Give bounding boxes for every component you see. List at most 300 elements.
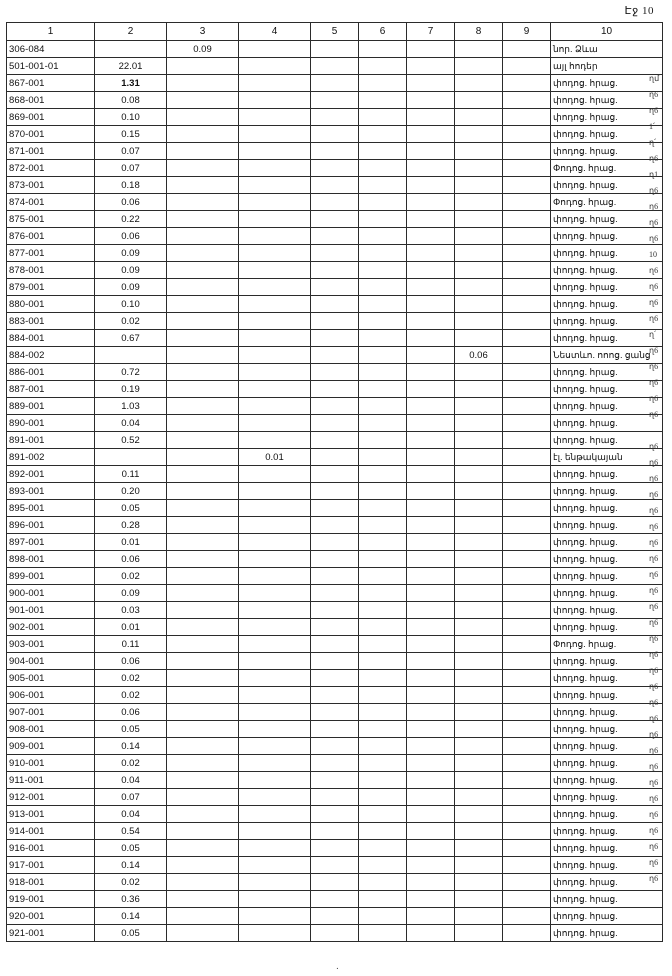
cell-col6 (359, 840, 407, 857)
cell-col4 (239, 500, 311, 517)
cell-description: այլ հոդեր (551, 58, 663, 75)
column-header-3: 3 (167, 23, 239, 41)
margin-note: 10 (649, 250, 657, 259)
cell-description: փոդոց. հրաց. (551, 483, 663, 500)
cell-code: 893-001 (7, 483, 95, 500)
table-row (7, 415, 663, 432)
cell-col6 (359, 296, 407, 313)
cell-col7 (407, 228, 455, 245)
cell-col7 (407, 891, 455, 908)
cell-col4 (239, 840, 311, 857)
cell-col2: 0.05 (95, 840, 167, 857)
cell-col5 (311, 466, 359, 483)
cell-code: 897-001 (7, 534, 95, 551)
cell-code: 872-001 (7, 160, 95, 177)
cell-col8 (455, 313, 503, 330)
cell-col8 (455, 126, 503, 143)
cell-col4 (239, 194, 311, 211)
cell-col2: 0.72 (95, 364, 167, 381)
margin-note: ղ6 (649, 410, 659, 419)
cell-col3 (167, 840, 239, 857)
cell-col5 (311, 670, 359, 687)
cell-col7 (407, 347, 455, 364)
margin-note: ղ6 (649, 234, 659, 243)
cell-col8 (455, 585, 503, 602)
cell-description: փոդոց. հրաց. (551, 517, 663, 534)
cell-col8 (455, 891, 503, 908)
cell-code: 906-001 (7, 687, 95, 704)
cell-col6 (359, 653, 407, 670)
cell-col9 (503, 194, 551, 211)
cell-description: փոդոց. հրաց. (551, 466, 663, 483)
cell-col2: 0.06 (95, 551, 167, 568)
margin-note: ղ6 (649, 106, 659, 115)
cell-col2: 0.14 (95, 857, 167, 874)
margin-note: ղ6 (649, 378, 659, 387)
cell-col7 (407, 381, 455, 398)
cell-code: 891-002 (7, 449, 95, 466)
cell-col3 (167, 75, 239, 92)
cell-col9 (503, 228, 551, 245)
cell-col2 (95, 347, 167, 364)
margin-note: ղ6 (649, 858, 659, 867)
cell-col3 (167, 721, 239, 738)
cell-col6 (359, 772, 407, 789)
cell-col4 (239, 755, 311, 772)
cell-col4 (239, 670, 311, 687)
cell-col7 (407, 364, 455, 381)
cell-col7 (407, 211, 455, 228)
cell-col4 (239, 806, 311, 823)
cell-col3 (167, 245, 239, 262)
cell-col8 (455, 687, 503, 704)
cell-col2: 0.14 (95, 738, 167, 755)
cell-col5 (311, 857, 359, 874)
cell-description: նոր. Ձևա (551, 41, 663, 58)
cell-col5 (311, 738, 359, 755)
cell-col8 (455, 109, 503, 126)
cell-col4 (239, 126, 311, 143)
cell-col2: 0.05 (95, 500, 167, 517)
cell-code: 876-001 (7, 228, 95, 245)
cell-col9 (503, 738, 551, 755)
cell-code: 920-001 (7, 908, 95, 925)
cell-col4 (239, 296, 311, 313)
margin-annotations (648, 22, 672, 887)
cell-col7 (407, 619, 455, 636)
cell-col2: 0.01 (95, 619, 167, 636)
cell-col8 (455, 602, 503, 619)
cell-col6 (359, 398, 407, 415)
cell-col6 (359, 500, 407, 517)
cell-col5 (311, 75, 359, 92)
cell-col6 (359, 432, 407, 449)
table-header-row (7, 23, 663, 41)
cell-col6 (359, 194, 407, 211)
cell-col7 (407, 466, 455, 483)
cell-col2: 0.09 (95, 262, 167, 279)
table-row (7, 585, 663, 602)
cell-col4 (239, 687, 311, 704)
cell-col4 (239, 891, 311, 908)
cell-description: Փոդոց. հրաց. (551, 194, 663, 211)
cell-col4 (239, 262, 311, 279)
table-row (7, 194, 663, 211)
table-row (7, 279, 663, 296)
cell-col2: 0.18 (95, 177, 167, 194)
cell-col2: 0.15 (95, 126, 167, 143)
cell-col9 (503, 670, 551, 687)
cell-description: փոդոց. հրաց. (551, 432, 663, 449)
cell-col6 (359, 41, 407, 58)
cell-description: Փոդոց. հրաց. (551, 636, 663, 653)
cell-col8 (455, 925, 503, 942)
cell-code: 903-001 (7, 636, 95, 653)
cell-col6 (359, 177, 407, 194)
cell-col9 (503, 500, 551, 517)
table-row (7, 75, 663, 92)
cell-col2: 0.11 (95, 466, 167, 483)
cell-col4 (239, 211, 311, 228)
cell-col9 (503, 925, 551, 942)
cell-col4 (239, 585, 311, 602)
cell-col2: 0.20 (95, 483, 167, 500)
cell-col7 (407, 517, 455, 534)
cell-col6 (359, 330, 407, 347)
table-row (7, 755, 663, 772)
table-row (7, 551, 663, 568)
cell-description: փոդոց. հրաց. (551, 891, 663, 908)
cell-col9 (503, 398, 551, 415)
cell-col5 (311, 160, 359, 177)
cell-col3 (167, 857, 239, 874)
cell-col7 (407, 398, 455, 415)
cell-col8 (455, 415, 503, 432)
cell-col8 (455, 75, 503, 92)
table-row (7, 874, 663, 891)
cell-description: փոդոց. հրաց. (551, 874, 663, 891)
margin-note (648, 423, 672, 439)
table-row (7, 41, 663, 58)
cell-code: 868-001 (7, 92, 95, 109)
cell-col7 (407, 806, 455, 823)
table-row (7, 721, 663, 738)
cell-description: փոդոց. հրաց. (551, 568, 663, 585)
cell-col7 (407, 58, 455, 75)
cell-code: 891-001 (7, 432, 95, 449)
cell-code: 898-001 (7, 551, 95, 568)
cell-col8 (455, 738, 503, 755)
cell-col4 (239, 143, 311, 160)
cell-col7 (407, 721, 455, 738)
cell-col4 (239, 398, 311, 415)
cell-col7 (407, 41, 455, 58)
cell-col8 (455, 483, 503, 500)
cell-col9 (503, 772, 551, 789)
cell-code: 911-001 (7, 772, 95, 789)
cell-col3 (167, 636, 239, 653)
cell-col4 (239, 772, 311, 789)
cell-col2: 0.09 (95, 245, 167, 262)
cell-col4 (239, 313, 311, 330)
cell-col8 (455, 194, 503, 211)
cell-col5 (311, 517, 359, 534)
margin-note: ղ6 (649, 682, 659, 691)
cell-description: փոդոց. հրաց. (551, 279, 663, 296)
cell-col5 (311, 772, 359, 789)
cell-description: փոդոց. հրաց. (551, 126, 663, 143)
cell-col4 (239, 109, 311, 126)
cell-col9 (503, 75, 551, 92)
cell-col2: 0.67 (95, 330, 167, 347)
cell-description: փոդոց. հրաց. (551, 721, 663, 738)
margin-note: ղ6 (649, 522, 659, 531)
cell-col9 (503, 551, 551, 568)
cell-col5 (311, 126, 359, 143)
cell-description: փոդոց. հրաց. (551, 755, 663, 772)
cell-col6 (359, 534, 407, 551)
cell-col4 (239, 330, 311, 347)
cell-col8 (455, 568, 503, 585)
cell-col4 (239, 432, 311, 449)
cell-col6 (359, 449, 407, 466)
cell-col4 (239, 602, 311, 619)
cell-code: 869-001 (7, 109, 95, 126)
cell-col8 (455, 636, 503, 653)
cell-col9 (503, 279, 551, 296)
cell-col5 (311, 840, 359, 857)
cell-col8 (455, 840, 503, 857)
cell-description: փոդոց. հրաց. (551, 143, 663, 160)
cell-col4 (239, 874, 311, 891)
table-row (7, 789, 663, 806)
cell-col2: 0.09 (95, 585, 167, 602)
table-row (7, 58, 663, 75)
cell-col8 (455, 772, 503, 789)
cell-col8 (455, 296, 503, 313)
cell-col8 (455, 177, 503, 194)
cell-col8 (455, 619, 503, 636)
cell-col4 (239, 41, 311, 58)
cell-col6 (359, 619, 407, 636)
cell-col5 (311, 245, 359, 262)
cell-code: 909-001 (7, 738, 95, 755)
cell-col9 (503, 211, 551, 228)
cell-col8 (455, 874, 503, 891)
cell-col2: 0.22 (95, 211, 167, 228)
cell-col6 (359, 517, 407, 534)
table-row (7, 160, 663, 177)
cell-description: փոդոց. հրաց. (551, 313, 663, 330)
cell-col3 (167, 194, 239, 211)
cell-col7 (407, 143, 455, 160)
table-row (7, 500, 663, 517)
margin-note: ղ6 (649, 586, 659, 595)
cell-col4 (239, 738, 311, 755)
cell-col9 (503, 585, 551, 602)
cell-col3 (167, 92, 239, 109)
table-row (7, 857, 663, 874)
cell-col7 (407, 126, 455, 143)
cell-col8 (455, 58, 503, 75)
cell-code: 896-001 (7, 517, 95, 534)
cell-col4 (239, 568, 311, 585)
margin-note: ղ՛ (649, 138, 656, 147)
cell-code: 902-001 (7, 619, 95, 636)
cell-col2 (95, 449, 167, 466)
cell-col4 (239, 381, 311, 398)
cell-col7 (407, 432, 455, 449)
cell-col5 (311, 619, 359, 636)
cell-col5 (311, 211, 359, 228)
cell-col3 (167, 585, 239, 602)
cell-col9 (503, 755, 551, 772)
margin-note: ղ6 (649, 826, 659, 835)
cell-description: Փոդոց. հրաց. (551, 160, 663, 177)
cell-col8 (455, 228, 503, 245)
cell-description: փոդոց. հրաց. (551, 364, 663, 381)
cell-col5 (311, 551, 359, 568)
cell-col5 (311, 483, 359, 500)
cell-col6 (359, 415, 407, 432)
cell-col9 (503, 823, 551, 840)
cell-col5 (311, 330, 359, 347)
cell-col5 (311, 721, 359, 738)
cell-col4 (239, 789, 311, 806)
cell-col8 (455, 364, 503, 381)
cell-col4 (239, 823, 311, 840)
cell-col7 (407, 313, 455, 330)
table-row (7, 262, 663, 279)
cell-col8: 0.06 (455, 347, 503, 364)
cell-col5 (311, 534, 359, 551)
cell-description: Նեստևո. ոոոց. ցանց (551, 347, 663, 364)
cell-code: 867-001 (7, 75, 95, 92)
cell-col7 (407, 755, 455, 772)
cell-col7 (407, 449, 455, 466)
cell-code: 887-001 (7, 381, 95, 398)
cell-col3 (167, 874, 239, 891)
cell-col8 (455, 857, 503, 874)
cell-col4 (239, 857, 311, 874)
cell-col8 (455, 755, 503, 772)
cell-col9 (503, 534, 551, 551)
cell-col8 (455, 92, 503, 109)
cell-col7 (407, 653, 455, 670)
cell-col7 (407, 789, 455, 806)
cell-col5 (311, 891, 359, 908)
cell-col3 (167, 177, 239, 194)
cell-code: 917-001 (7, 857, 95, 874)
cell-col3 (167, 347, 239, 364)
cell-col5 (311, 653, 359, 670)
cell-col6 (359, 551, 407, 568)
cell-col6 (359, 279, 407, 296)
cell-col2: 0.02 (95, 568, 167, 585)
margin-note: ղ6 (649, 442, 659, 451)
margin-note: ղ6 (649, 474, 659, 483)
cell-col4 (239, 704, 311, 721)
cell-description: փոդոց. հրաց. (551, 330, 663, 347)
cell-col3 (167, 313, 239, 330)
cell-col3 (167, 568, 239, 585)
cell-code: 884-001 (7, 330, 95, 347)
cell-col6 (359, 75, 407, 92)
cell-col2: 22.01 (95, 58, 167, 75)
margin-note: ղ6 (649, 730, 659, 739)
cell-col6 (359, 381, 407, 398)
cell-code: 306-084 (7, 41, 95, 58)
cell-col2: 0.02 (95, 755, 167, 772)
cell-col9 (503, 687, 551, 704)
cell-col5 (311, 381, 359, 398)
cell-description: փոդոց. հրաց. (551, 823, 663, 840)
cell-description: փոդոց. հրաց. (551, 585, 663, 602)
table-row (7, 228, 663, 245)
cell-col5 (311, 194, 359, 211)
margin-note (648, 39, 672, 55)
cell-col7 (407, 823, 455, 840)
cell-description: փոդոց. հրաց. (551, 602, 663, 619)
cell-description: փոդոց. հրաց. (551, 806, 663, 823)
column-header-4: 4 (239, 23, 311, 41)
cell-col4 (239, 160, 311, 177)
cell-col5 (311, 228, 359, 245)
cell-col2: 0.07 (95, 160, 167, 177)
cell-code: 890-001 (7, 415, 95, 432)
cell-col5 (311, 874, 359, 891)
cell-col8 (455, 517, 503, 534)
table-row (7, 381, 663, 398)
cell-code: 871-001 (7, 143, 95, 160)
cell-code: 879-001 (7, 279, 95, 296)
cell-code: 905-001 (7, 670, 95, 687)
cell-col8 (455, 466, 503, 483)
margin-note: ղ6 (649, 778, 659, 787)
cell-col5 (311, 364, 359, 381)
cell-col3 (167, 534, 239, 551)
cell-col5 (311, 347, 359, 364)
margin-note: ղ6 (649, 186, 659, 195)
cell-col3 (167, 364, 239, 381)
margin-note: ղ6 (649, 762, 659, 771)
cell-col5 (311, 789, 359, 806)
cell-code: 912-001 (7, 789, 95, 806)
table-row (7, 840, 663, 857)
cell-col9 (503, 415, 551, 432)
cell-col2: 0.02 (95, 670, 167, 687)
cell-code: 895-001 (7, 500, 95, 517)
cell-col7 (407, 568, 455, 585)
cell-col8 (455, 330, 503, 347)
cell-col4 (239, 619, 311, 636)
cell-col6 (359, 143, 407, 160)
margin-note: 1՛ (649, 122, 655, 131)
cell-col9 (503, 857, 551, 874)
cell-code: 901-001 (7, 602, 95, 619)
cell-description: փոդոց. հրաց. (551, 925, 663, 942)
cell-col8 (455, 279, 503, 296)
cell-description: փոդոց. հրաց. (551, 228, 663, 245)
cell-col7 (407, 296, 455, 313)
cell-col8 (455, 704, 503, 721)
cell-col9 (503, 109, 551, 126)
cell-description: փոդոց. հրաց. (551, 245, 663, 262)
table-row (7, 806, 663, 823)
cell-col9 (503, 602, 551, 619)
cell-col3 (167, 415, 239, 432)
margin-note: ղ6 (649, 538, 659, 547)
